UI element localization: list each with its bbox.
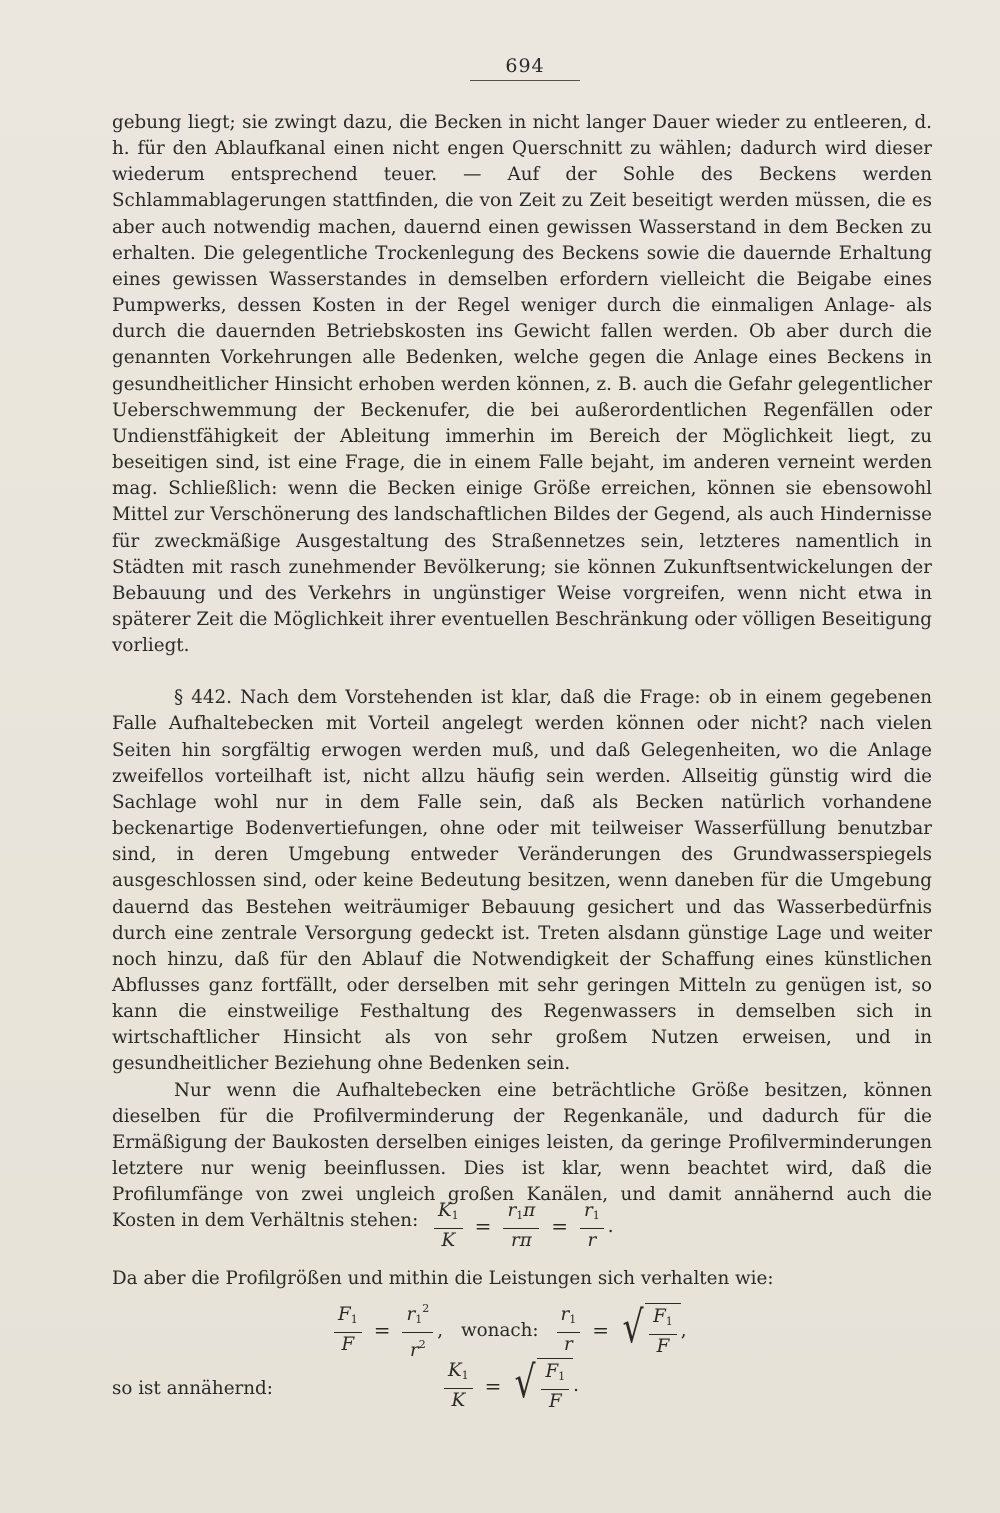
line-da-aber: Da aber die Profilgrößen und mithin die Leistungen sich verhalten wie: — [112, 1268, 774, 1289]
square-root-F1-F: √ $\frac{F_1}{F}$ — [619, 1303, 681, 1358]
fraction-F1-F: $\frac{F_1}{F}$ — [334, 1304, 362, 1356]
fraction-r1pi-rpi: $\frac{r_1\pi}{r\pi}$ — [503, 1200, 539, 1252]
formula-area-ratio: $\frac{F_1}{F}$ = $\frac{r_1^2}{r^2}$ , wonach: $\frac{r_1}{r}$ = √ $\frac{F_1}{F}$ , — [330, 1298, 687, 1362]
paragraph-3: Nur wenn die Aufhaltebecken eine beträchtliche Größe besitzen, können dieselben für die Profilverminderung der Regenkanäle, und dadurch für die Ermäßigung der Baukosten derselben einiges leisten, da geringe Profilverminderungen letztere nur wenig beeinflussen. Dies ist klar, wenn beachtet wird, daß die Profilumfänge von zwei ungleich großen Kanälen, und damit annähernd auch die Kosten in dem Verhältnis stehen: — [112, 1079, 932, 1232]
paragraph-section-442: § 442. Nach dem Vorstehenden ist klar, daß die Frage: ob in einem gegebenen Falle Aufhaltebecken mit Vorteil angelegt werden können oder nicht? nach vielen Seiten hin sorgfältig erwogen werden muß, und daß Gelegenheiten, wo die Anlage zweifellos vorteilhaft ist, nicht allzu häufig sein werden. Allseitig günstig wird die Sachlage wohl nur in dem Falle sein, daß als Becken natürlich vorhandene beckenartige Bodenvertiefungen, ohne oder mit teilweiser Wasserfüllung benutzbar sind, in deren Umgebung entweder Veränderungen des Grundwasserspiegels ausgeschlossen sind, oder keine Bedeutung besitzen, wenn daneben für die Umgebung dauernd das Bestehen weiträumiger Bebauung gesichert und das Wasserbedürfnis durch eine zentrale Versorgung gedeckt ist. Treten alsdann günstige Lage und weiter noch hinzu, daß für den Ablauf die Notwendigkeit der Schaffung eines künstlichen Abflusses ganz fortfällt, oder derselben mit sehr geringen Mitteln zu genügen ist, so kann die einstweilige Festhaltung des Regenwassers in demselben sich in wirtschaftlicher Hinsicht als von sehr großem Nutzen erweisen, und in gesundheitlicher Beziehung ohne Bedenken sein. — [112, 687, 932, 1075]
fraction-r1-r: $\frac{r_1}{r}$ — [580, 1200, 604, 1252]
word-wonach: wonach: — [461, 1319, 539, 1341]
body-text — [112, 110, 932, 1235]
square-root-F1-F-2: √ $\frac{F_1}{F}$ — [511, 1358, 573, 1413]
fraction-K1-K: $\frac{K_1}{K}$ — [434, 1200, 463, 1252]
formula-approx-cost: $\frac{K_1}{K}$ = √ $\frac{F_1}{F}$ . — [440, 1358, 579, 1413]
page-number: 694 — [470, 55, 580, 81]
fraction-r1-r-2: $\frac{r_1}{r}$ — [557, 1304, 581, 1356]
fraction-K1-K-2: $\frac{K_1}{K}$ — [444, 1360, 473, 1412]
line-so-ist: so ist annähernd: — [112, 1378, 273, 1399]
formula-cost-ratio: $\frac{K_1}{K}$ = $\frac{r_1\pi}{r\pi}$ = $\frac{r_1}{r}$ . — [430, 1200, 614, 1252]
paragraph-1: gebung liegt; sie zwingt dazu, die Becken in nicht langer Dauer wieder zu entleeren, d. h. für den Ablaufkanal einen nicht engen Querschnitt zu wählen; dadurch wird dieser wiederum entsprechend teuer. — Auf der Sohle des Beckens werden Schlammablagerungen stattfinden, die von Zeit zu Zeit beseitigt werden müssen, die es aber auch notwendig machen, dauernd einen gewissen Wasserstand in dem Becken zu erhalten. Die gelegentliche Trockenlegung des Beckens sowie die dauernde Erhaltung eines gewissen Wasserstandes in demselben erfordern vielleicht die Beigabe eines Pumpwerks, dessen Kosten in der Regel weniger durch die einmaligen Anlage- als durch die dauernden Betriebskosten ins Gewicht fallen werden. Ob aber durch die genannten Vorkehrungen alle Bedenken, welche gegen die Anlage eines Beckens in gesundheitlicher Hinsicht erhoben werden können, z. B. auch die Gefahr gelegentlicher Ueberschwemmung der Beckenufer, die bei außerordentlichen Regenfällen oder Undienstfähigkeit der Ableitung immerhin im Bereich der Möglichkeit liegt, zu beseitigen sind, ist eine Frage, die in einem Falle bejaht, im anderen verneint werden mag. Schließlich: wenn die Becken einige Größe erreichen, können sie ebensowohl Mittel zur Verschönerung des landschaftlichen Bildes der Gegend, als auch Hindernisse für zweckmäßige Ausgestaltung des Straßennetzes sein, letzteres namentlich in Städten mit rasch zunehmender Bevölkerung; sie können Zukunftsentwickelungen der Bebauung und des Verkehrs in ungünstiger Weise vorgreifen, wenn nicht etwa in späterer Zeit die Möglichkeit ihrer eventuellen Beschränkung oder völligen Beseitigung vorliegt. — [112, 112, 932, 657]
fraction-r1sq-rsq: $\frac{r_1^2}{r^2}$ — [402, 1298, 433, 1362]
